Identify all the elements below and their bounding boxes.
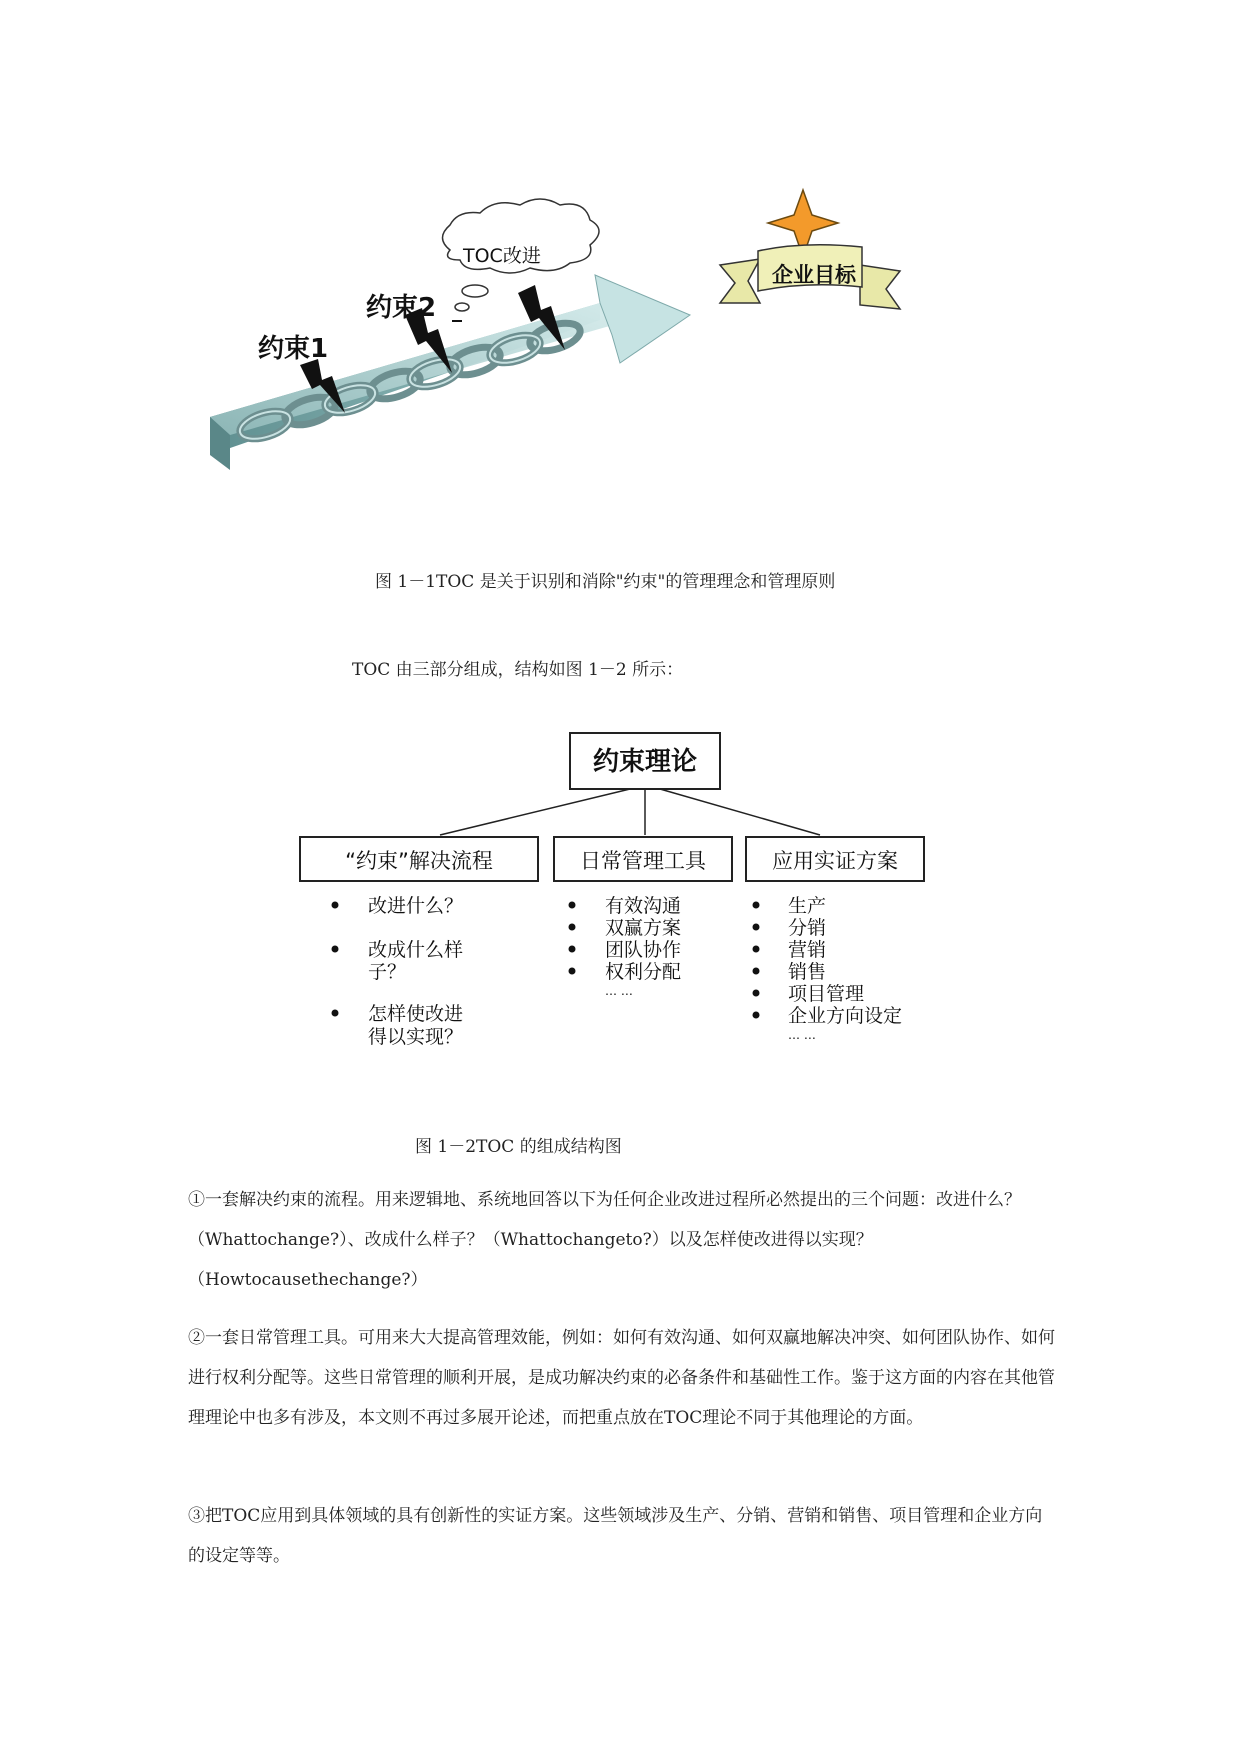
list-item: 权利分配: [605, 961, 682, 983]
constraint-1-label: 约束1: [258, 334, 329, 364]
paragraph-1: ①一套解决约束的流程。用来逻辑地、系统地回答以下为任何企业改进过程所必然提出的三个问题：改进什么？（Whattochange?）、改成什么样子？（Whattochangeto?）以及怎样使改进得以实现？（Howtocausethechange?）: [188, 1190, 1021, 1290]
branch-title-3: 应用实证方案: [772, 849, 898, 873]
list-item: 企业方向设定: [788, 1005, 903, 1027]
branch-title-2: 日常管理工具: [580, 849, 706, 873]
connector-lines: [440, 789, 820, 835]
bullet: [753, 968, 760, 975]
paragraph-3: ③把TOC应用到具体领域的具有创新性的实证方案。这些领域涉及生产、分销、营销和销售、项目管理和企业方向的设定等等。: [188, 1506, 1043, 1566]
list-item: 营销: [788, 939, 827, 961]
list-item: 子？: [368, 961, 407, 983]
list-item: 得以实现？: [368, 1026, 464, 1048]
list-item: 团队协作: [605, 939, 682, 961]
bullet: [569, 946, 576, 953]
list-item: 有效沟通: [605, 895, 682, 917]
toc-improvement-label: TOC改进: [463, 245, 541, 267]
toc-improvement-illustration: [200, 185, 1040, 540]
list-item: 改成什么样: [368, 939, 464, 961]
enterprise-goal-label: 企业目标: [772, 263, 856, 287]
figure-1-caption: 图 1－1TOC 是关于识别和消除"约束"的管理理念和管理原则: [375, 572, 836, 592]
toc-structure-diagram: [290, 725, 970, 1085]
list-item: 销售: [788, 961, 827, 983]
list-item: … …: [605, 984, 633, 998]
bullet: [753, 902, 760, 909]
root-label: 约束理论: [592, 747, 698, 777]
bullet: [569, 968, 576, 975]
figure-2-caption: 图 1－2TOC 的组成结构图: [415, 1137, 622, 1157]
list-item: 项目管理: [788, 983, 865, 1005]
list-item: 生产: [788, 895, 827, 917]
branch-title-1: “约束”解决流程: [345, 849, 493, 873]
bullet: [569, 924, 576, 931]
list-item: 怎样使改进: [368, 1003, 464, 1025]
bullet: [753, 924, 760, 931]
list-item: … …: [788, 1028, 816, 1042]
bullet: [569, 902, 576, 909]
bullet: [753, 990, 760, 997]
list-item: 双赢方案: [605, 917, 682, 939]
bullet: [753, 946, 760, 953]
bullet: [332, 946, 339, 953]
constraint-2-label: 约束2: [366, 293, 437, 323]
paragraph-2: ②一套日常管理工具。可用来大大提高管理效能，例如：如何有效沟通、如何双赢地解决冲突、如何团队协作、如何进行权利分配等。这些日常管理的顺利开展，是成功解决约束的必备条件和基础性工作。鉴于这方面的内容在其他管理理论中也多有涉及，本文则不再过多展开论述，而把重点放在TOC理论不同于其他理论的方面。: [188, 1328, 1055, 1428]
list-item: 分销: [788, 917, 827, 939]
bullet: [753, 1012, 760, 1019]
list-item: 改进什么？: [368, 895, 464, 917]
bullet: [332, 902, 339, 909]
bullet: [332, 1010, 339, 1017]
intro-text: TOC 由三部分组成，结构如图 1－2 所示：: [352, 660, 684, 680]
